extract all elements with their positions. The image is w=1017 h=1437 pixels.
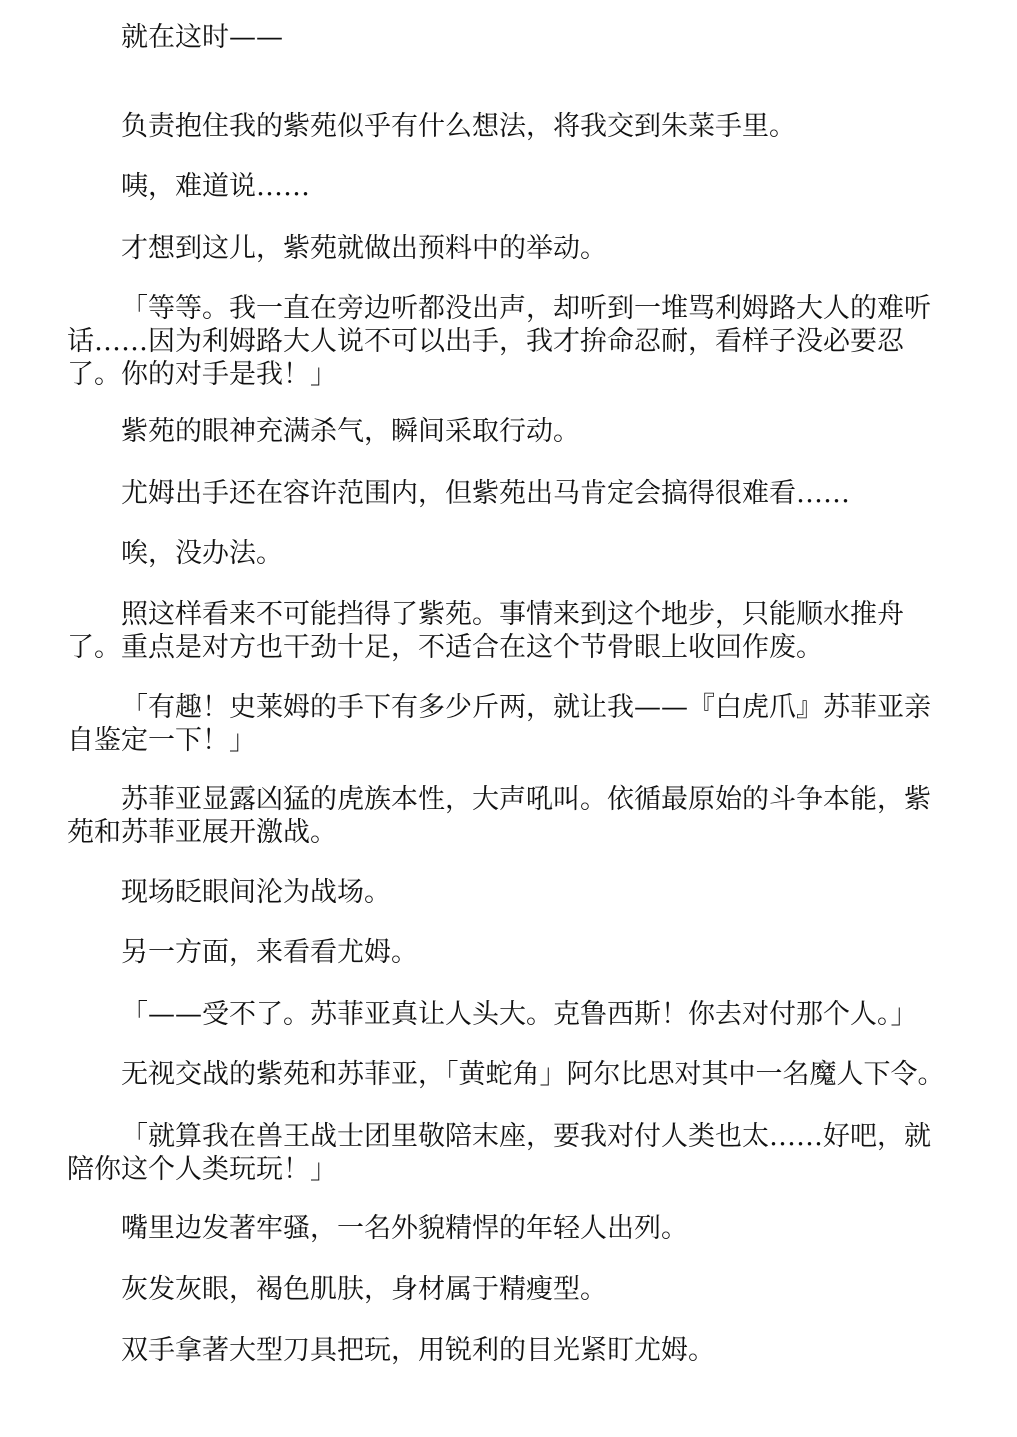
- paragraph-5: 「等等。我一直在旁边听都没出声，却听到一堆骂利姆路大人的难听话……因为利姆路大人说不可以出手，我才拚命忍耐，看样子没必要忍了。你的对手是我！」: [67, 293, 931, 390]
- paragraph-8: 唉，没办法。: [121, 538, 283, 569]
- paragraph-17: 嘴里边发著牢骚，一名外貌精悍的年轻人出列。: [121, 1213, 688, 1244]
- paragraph-1: 就在这时——: [121, 22, 283, 53]
- paragraph-19: 双手拿著大型刀具把玩，用锐利的目光紧盯尤姆。: [121, 1335, 715, 1366]
- paragraph-3: 咦，难道说……: [121, 171, 310, 202]
- paragraph-10: 「有趣！史莱姆的手下有多少斤两，就让我——『白虎爪』苏菲亚亲自鉴定一下！」: [67, 692, 931, 756]
- paragraph-9: 照这样看来不可能挡得了紫苑。事情来到这个地步，只能顺水推舟了。重点是对方也干劲十足，不适合在这个节骨眼上收回作废。: [67, 599, 904, 663]
- paragraph-11: 苏菲亚显露凶猛的虎族本性，大声吼叫。依循最原始的斗争本能，紫苑和苏菲亚展开激战。: [67, 784, 931, 848]
- paragraph-18: 灰发灰眼，褐色肌肤，身材属于精瘦型。: [121, 1274, 607, 1305]
- paragraph-4: 才想到这儿，紫苑就做出预料中的举动。: [121, 233, 607, 264]
- paragraph-2: 负责抱住我的紫苑似乎有什么想法，将我交到朱菜手里。: [121, 111, 796, 142]
- paragraph-16: 「就算我在兽王战士团里敬陪末座，要我对付人类也太……好吧，就陪你这个人类玩玩！」: [67, 1121, 931, 1185]
- paragraph-14: 「——受不了。苏菲亚真让人头大。克鲁西斯！你去对付那个人。」: [121, 999, 918, 1030]
- paragraph-12: 现场眨眼间沦为战场。: [121, 877, 391, 908]
- paragraph-6: 紫苑的眼神充满杀气，瞬间采取行动。: [121, 416, 580, 447]
- paragraph-15: 无视交战的紫苑和苏菲亚，「黄蛇角」阿尔比思对其中一名魔人下令。: [121, 1059, 945, 1090]
- paragraph-7: 尤姆出手还在容许范围内，但紫苑出马肯定会搞得很难看……: [121, 478, 850, 509]
- paragraph-13: 另一方面，来看看尤姆。: [121, 937, 418, 968]
